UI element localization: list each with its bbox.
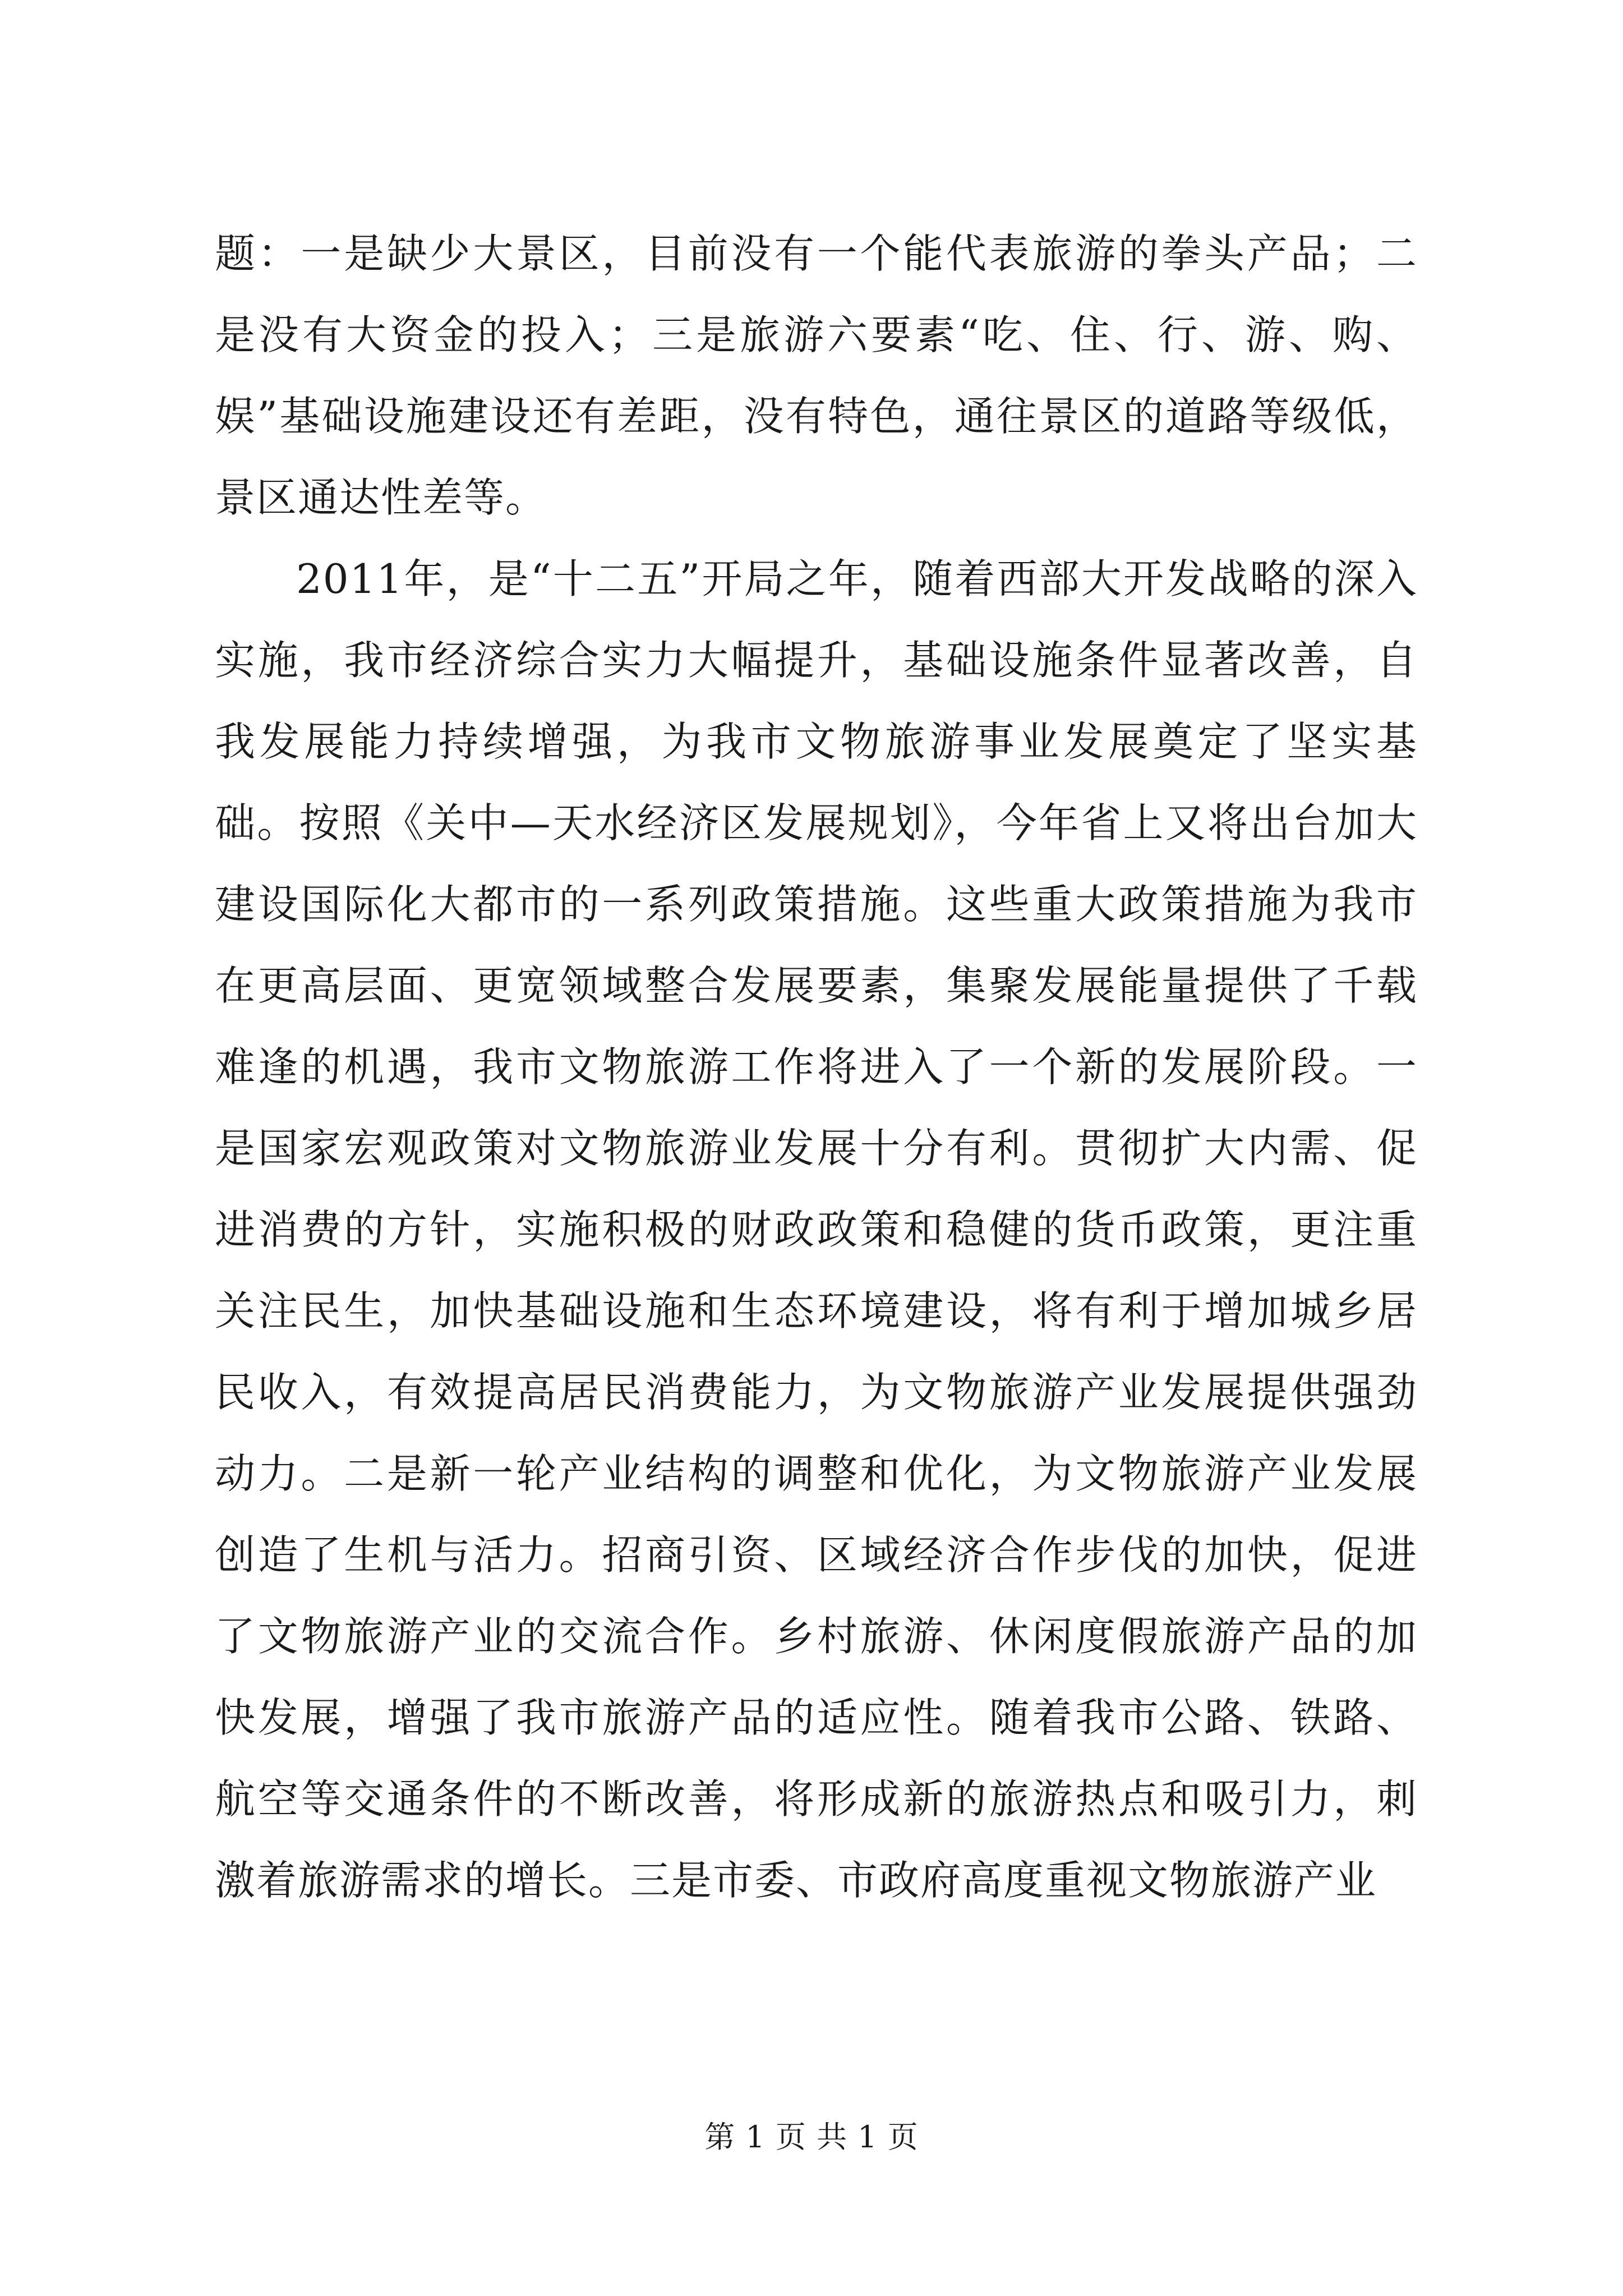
paragraph-2: 2011年，是“十二五”开局之年，随着西部大开发战略的深入实施，我市经济综合实力大幅提升，基础设施条件显著改善，自我发展能力持续增强，为我市文物旅游事业发展奠定了坚实基础。按照《关中—天水经济区发展规划》，今年省上又将出台加大建设国际化大都市的一系列政策措施。这些重大政策措施为我市在更高层面、更宽领域整合发展要素，集聚发展能量提供了千载难逢的机遇，我市文物旅游工作将进入了一个新的发展阶段。一是国家宏观政策对文物旅游业发展十分有利。贯彻扩大内需、促进消费的方针，实施积极的财政政策和稳健的货币政策，更注重关注民生，加快基础设施和生态环境建设，将有利于增加城乡居民收入，有效提高居民消费能力，为文物旅游产业发展提供强劲动力。二是新一轮产业结构的调整和优化，为文物旅游产业发展创造了生机与活力。招商引资、区域经济合作步伐的加快，促进了文物旅游产业的交流合作。乡村旅游、休闲度假旅游产品的加快发展，增强了我市旅游产品的适应性。随着我市公路、铁路、航空等交通条件的不断改善，将形成新的旅游热点和吸引力，刺激着旅游需求的增长。三是市委、市政府高度重视文物旅游产业: [215, 555, 1418, 1904]
document-body: [215, 213, 1418, 1921]
page-footer: 第 1 页 共 1 页: [704, 2119, 919, 2155]
paragraph-1: 题：一是缺少大景区，目前没有一个能代表旅游的拳头产品；二是没有大资金的投入；三是旅游六要素“吃、住、行、游、购、娱”基础设施建设还有差距，没有特色，通往景区的道路等级低，景区通达性差等。: [215, 230, 1418, 521]
